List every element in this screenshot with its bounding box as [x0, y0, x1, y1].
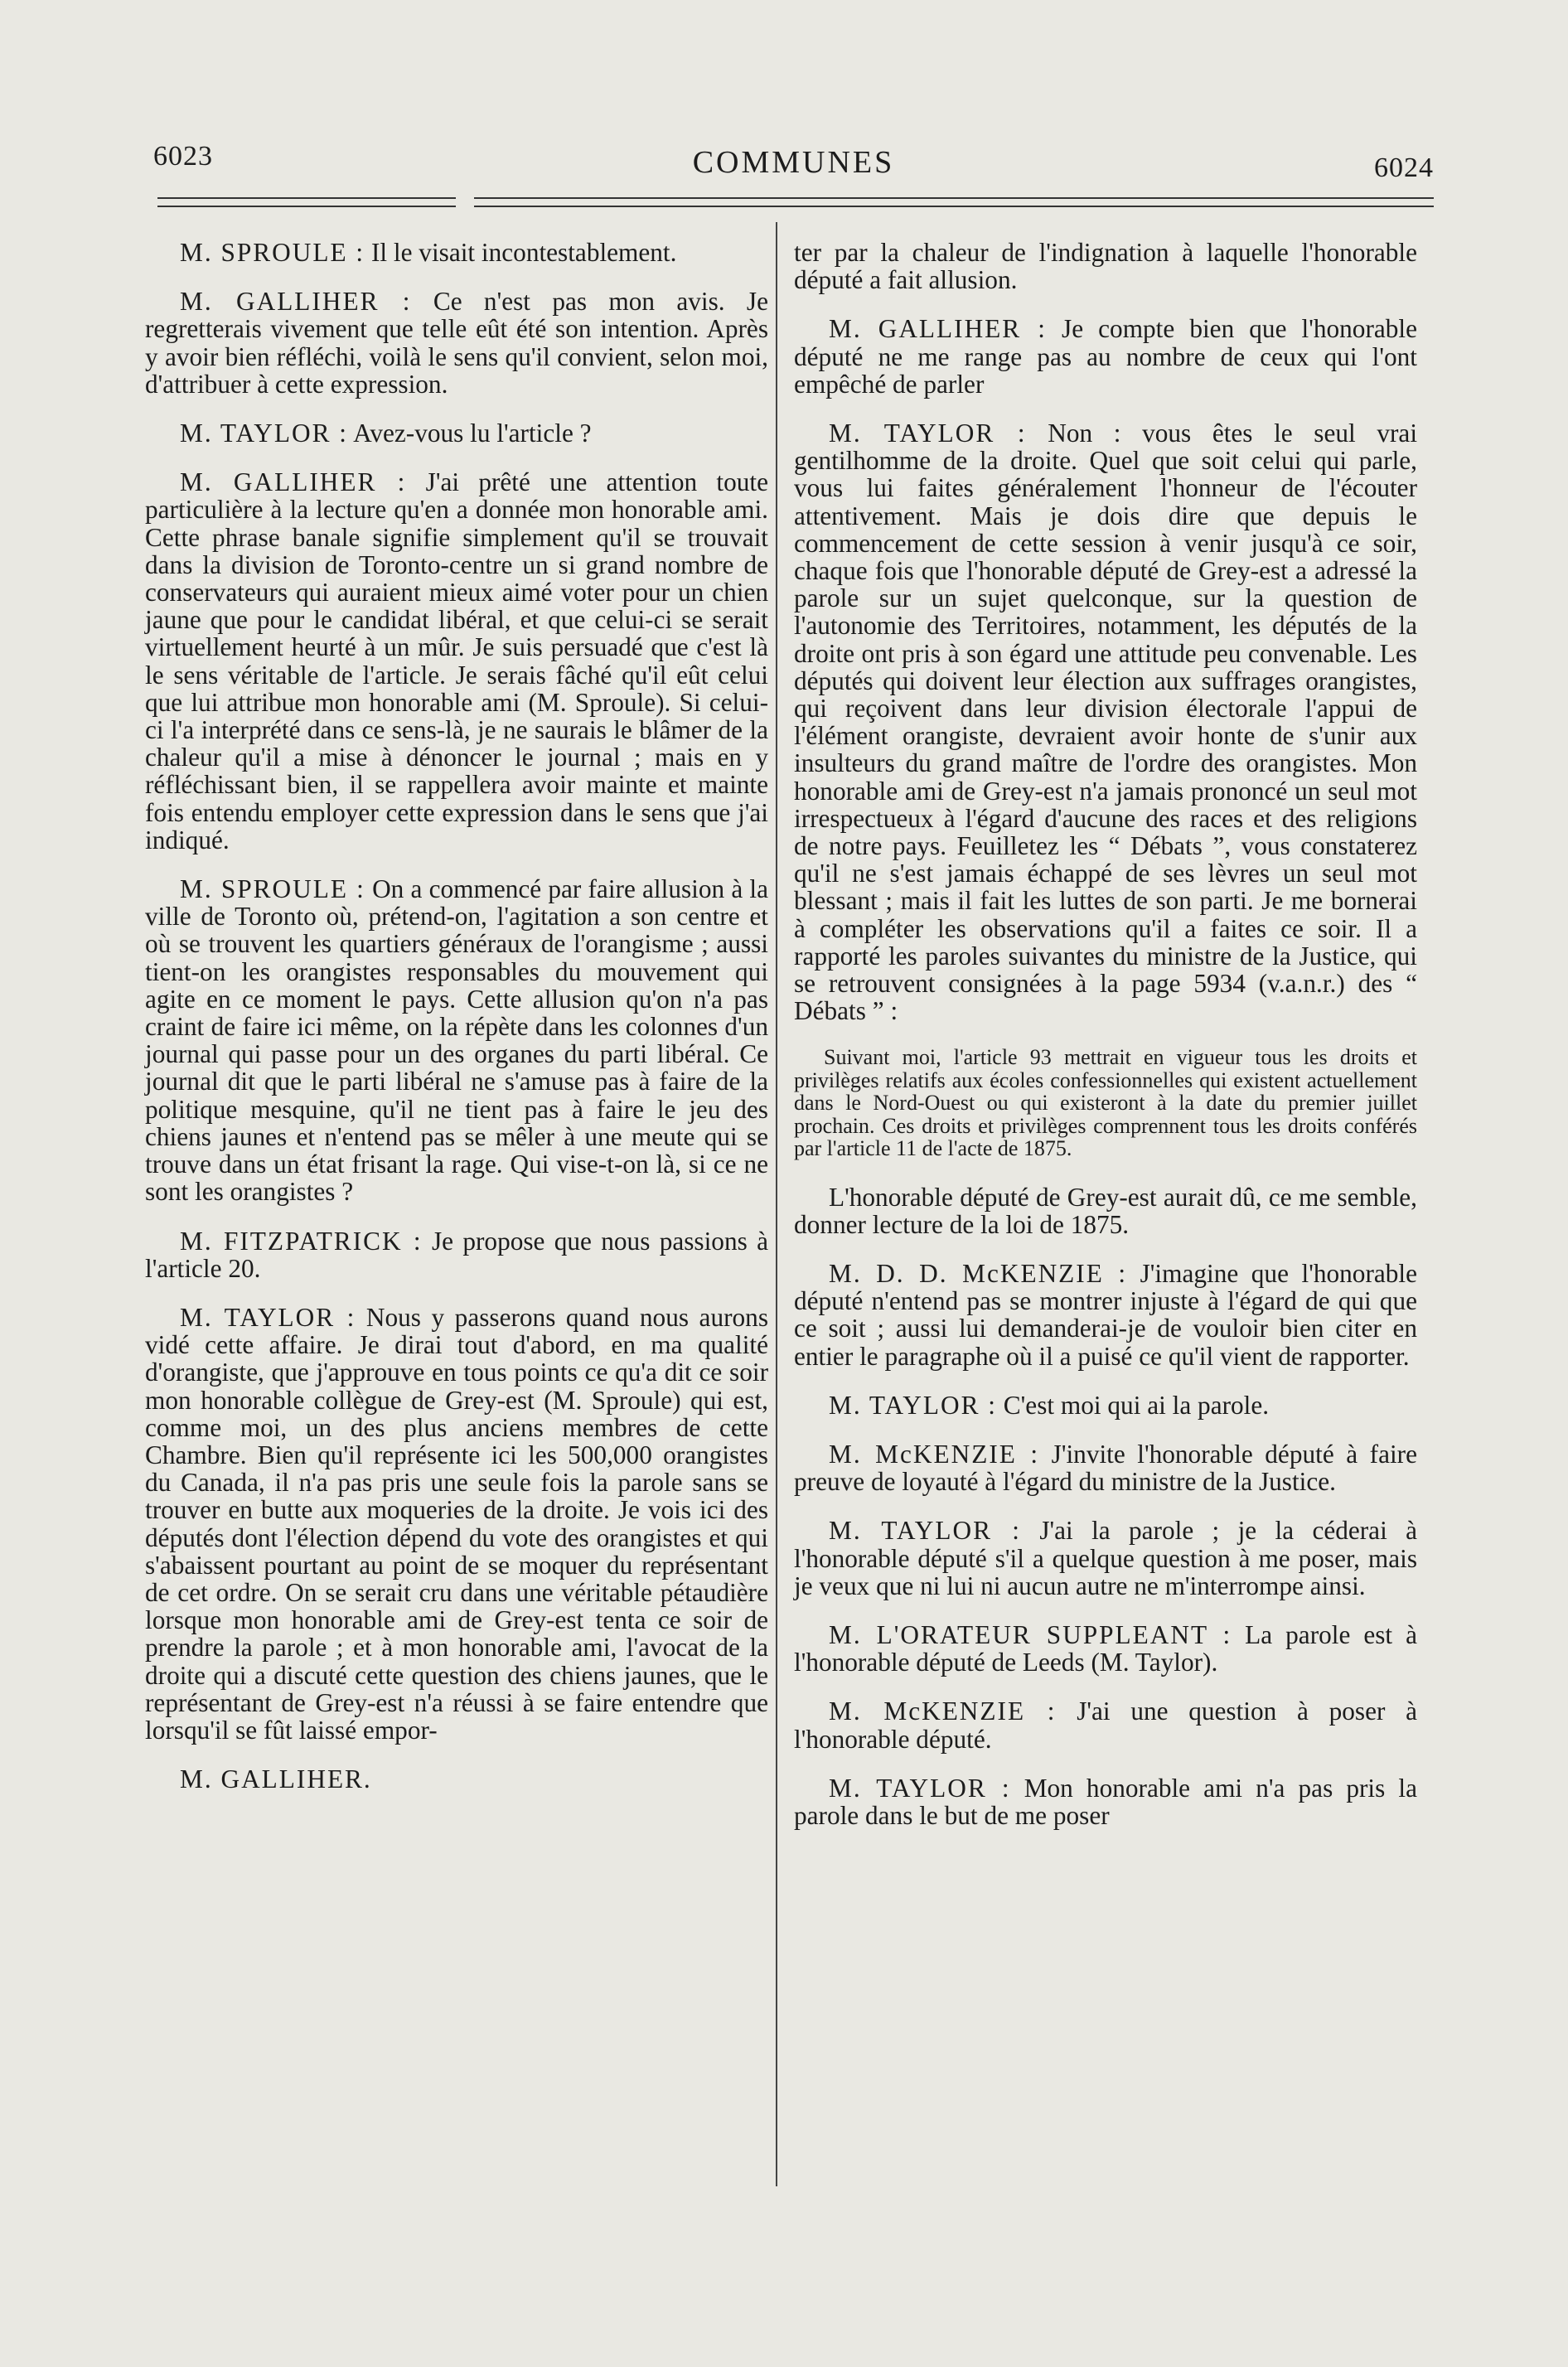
- paragraph: [145, 1227, 768, 1282]
- speech-text: Je propose que nous passions à l'article 20.: [145, 1226, 768, 1283]
- speaker-name: M. TAYLOR :: [180, 1302, 356, 1332]
- header-rule-left-top: [157, 197, 456, 199]
- column-divider: [776, 222, 777, 2186]
- speaker-name: M. SPROULE :: [180, 874, 365, 904]
- speaker-name: M. TAYLOR :: [829, 1516, 1021, 1546]
- speech-text: J'ai une question à poser à l'honorable député.: [794, 1697, 1417, 1754]
- speech-text: L'honorable député de Grey-est aurait dû, ce me semble, donner lecture de la loi de 1875.: [794, 1182, 1417, 1239]
- speech-text: C'est moi qui ai la parole.: [1003, 1390, 1270, 1420]
- speaker-name: M. GALLIHER :: [180, 467, 407, 497]
- paragraph: [145, 875, 768, 1205]
- speaker-name: M. McKENZIE :: [829, 1439, 1040, 1469]
- paragraph: [794, 315, 1417, 398]
- speaker-name: M. GALLIHER.: [180, 1764, 372, 1794]
- speaker-name: M. GALLIHER :: [829, 314, 1047, 344]
- speaker-name: M. TAYLOR :: [829, 1390, 997, 1420]
- speaker-name: M. D. D. McKENZIE :: [829, 1258, 1128, 1288]
- page-header: [153, 141, 1434, 191]
- speaker-name: M. GALLIHER :: [180, 287, 412, 317]
- paragraph: [794, 1774, 1417, 1829]
- paragraph: [794, 1392, 1417, 1419]
- paragraph: [794, 1260, 1417, 1370]
- paragraph: [794, 419, 1417, 1024]
- speech-text: Non : vous êtes le seul vrai gentilhomme de la droite. Quel que soit celui qui parle, vous lui faites généralement l'honneur de l'écouter attentivement. Mais je dois dire que depuis le commencement de cette session à venir jusqu'à ce soir, chaque fois que l'honorable député de Grey-est a adressé la parole sur un sujet quelconque, sur la question de l'autonomie des Territoires, notamment, les députés de la droite ont pris à son égard une attitude peu convenable. Les députés qui doivent leur élection aux suffrages orangistes, qui reçoivent dans leur division électorale l'appui de l'élément orangiste, devraient avoir honte de s'unir aux insulteurs du grand maître de l'ordre des orangistes. Mon honorable ami de Grey-est n'a jamais prononcé un seul mot irrespectueux à l'égard d'aucune des races et des religions de notre pays. Feuilletez les “ Débats ”, vous constaterez qu'il ne s'est jamais échappé de ses lèvres un seul mot blessant ; mais il fait les luttes de son parti. Je me bornerai à compléter les observations qu'il a faites ce soir. Il a rapporté les paroles suivantes du ministre de la Justice, qui se retrouvent consignées à la page 5934 (v.a.n.r.) des “ Débats ” :: [794, 419, 1418, 1026]
- paragraph: [145, 1765, 768, 1793]
- page-title: COMMUNES: [692, 145, 895, 180]
- paragraph: [145, 468, 768, 854]
- header-rule-left-bottom: [157, 206, 456, 207]
- paragraph: [794, 1517, 1417, 1600]
- speaker-name: M. FITZPATRICK :: [180, 1226, 423, 1256]
- speech-text: Il le visait incontestablement.: [370, 238, 677, 267]
- speech-text: J'ai prêté une attention toute particulière à la lecture qu'en a donnée mon honorable ami. Cette phrase banale signifie simplement qu'il se trouvait dans la division de Toronto-centre un si grand nombre de conservateurs qui auraient mieux aimé voter pour un chien jaune que pour le candidat libéral, et que celui-ci se serait virtuellement heurté à un mûr. Je suis persuadé que c'est là le sens véritable de l'article. Je serais fâché qu'il eût celui que lui attribue mon honorable ami (M. Sproule). Si celui-ci l'a interprété dans ce sens-là, je ne saurais le blâmer de la chaleur qu'il a mise à dénoncer le journal ; mais en y réfléchissant bien, il se rappellera avoir mainte et mainte fois entendu employer cette expression dans le sens que j'ai indiqué.: [145, 467, 769, 854]
- left-column: [145, 239, 768, 1793]
- paragraph: [794, 1184, 1417, 1238]
- speaker-name: M. McKENZIE :: [829, 1697, 1057, 1726]
- continuation-paragraph: ter par la chaleur de l'indignation à laquelle l'honorable député a fait allusion.: [794, 238, 1417, 295]
- paragraph: [145, 1304, 768, 1744]
- speaker-name: M. TAYLOR :: [829, 419, 1027, 448]
- speech-text: On a commencé par faire allusion à la ville de Toronto où, prétend-on, l'agitation a son centre et où se trouvent les quartiers généraux de l'orangisme ; aussi tient-on les orangistes responsables du mouvement qui agite en ce moment le pays. Cette allusion qu'on n'a pas craint de faire ici même, on la répète dans les colonnes d'un journal qui passe pour un des organes du parti libéral. Ce journal dit que le parti libéral ne s'amuse pas à faire de la politique mesquine, qu'il ne tient pas à faire le jeu des chiens jaunes et n'entend pas se mêler à une meute qui se trouve dans un état frisant la rage. Qui vise-t-on là, si ce ne sont les orangistes ?: [145, 874, 769, 1207]
- speech-text: Je compte bien que l'honorable député ne me range pas au nombre de ceux qui l'ont empêché de parler: [794, 314, 1418, 399]
- paragraph: [794, 1621, 1417, 1676]
- speaker-name: M. L'ORATEUR SUPPLEANT :: [829, 1619, 1232, 1649]
- right-column: [794, 239, 1417, 1829]
- speech-text: J'ai la parole ; je la céderai à l'honorable député s'il a quelque question à me poser, mais je veux que ni lui ni aucun autre ne m'interrompe ainsi.: [794, 1516, 1417, 1600]
- page-number-left: 6023: [153, 141, 213, 172]
- speech-text: Mon honorable ami n'a pas pris la parole dans le but de me poser: [794, 1773, 1418, 1830]
- paragraph: [145, 288, 768, 398]
- quoted-passage: Suivant moi, l'article 93 mettrait en vigueur tous les droits et privilèges relatifs aux écoles confessionnelles qui existent actuellement dans le Nord-Ouest ou qui existeront à la date du premier juillet prochain. Ces droits et privilèges comprennent tous les droits conférés par l'article 11 de l'acte de 1875.: [794, 1045, 1417, 1161]
- header-rule-right-bottom: [474, 206, 1434, 207]
- speaker-name: M. TAYLOR :: [180, 419, 348, 448]
- speaker-name: M. SPROULE :: [180, 238, 365, 267]
- speech-text: J'invite l'honorable député à faire preuve de loyauté à l'égard du ministre de la Justice.: [794, 1439, 1417, 1497]
- speaker-name: M. TAYLOR :: [829, 1773, 1011, 1803]
- header-rule-right-top: [474, 197, 1434, 199]
- speech-text: Avez-vous lu l'article ?: [353, 419, 592, 448]
- paragraph: [794, 1697, 1417, 1752]
- speech-text: Ce n'est pas mon avis. Je regretterais vivement que telle eût été son intention. Après y avoir bien réfléchi, voilà le sens qu'il convient, selon moi, d'attribuer à cette expression.: [145, 287, 769, 399]
- paragraph: [145, 239, 768, 266]
- speech-text: J'imagine que l'honorable député n'entend pas se montrer injuste à l'égard de qui que ce soit ; aussi lui demanderai-je de vouloir bien citer en entier le paragraphe où il a puisé ce qu'il vient de rapporter.: [794, 1258, 1417, 1371]
- speech-text: La parole est à l'honorable député de Leeds (M. Taylor).: [794, 1619, 1417, 1677]
- paragraph: [794, 1440, 1417, 1495]
- speech-text: Nous y passerons quand nous aurons vidé cette affaire. Je dirai tout d'abord, en ma qualité d'orangiste, que j'approuve en tous points ce qu'a dit ce soir mon honorable collègue de Grey-est (M. Sproule) qui est, comme moi, un des plus anciens membres de cette Chambre. Bien qu'il représente ici les 500,000 orangistes du Canada, il n'a pas pris une seule fois la parole sans se trouver en butte aux moqueries de la droite. Je vois ici des députés dont l'élection dépend du vote des orangistes et qui s'abaissent pourtant au point de se moquer du représentant de cet ordre. On se serait cru dans une véritable pétaudière lorsque mon honorable ami de Grey-est tenta ce soir de prendre la parole ; et à mon honorable ami, l'avocat de la droite qui a discuté cette question des chiens jaunes, que le représentant de Grey-est n'a réussi à se faire entendre que lorsqu'il se fût laissé empor-: [145, 1302, 768, 1745]
- page-number-right: 6024: [1374, 152, 1434, 183]
- paragraph: [145, 419, 768, 447]
